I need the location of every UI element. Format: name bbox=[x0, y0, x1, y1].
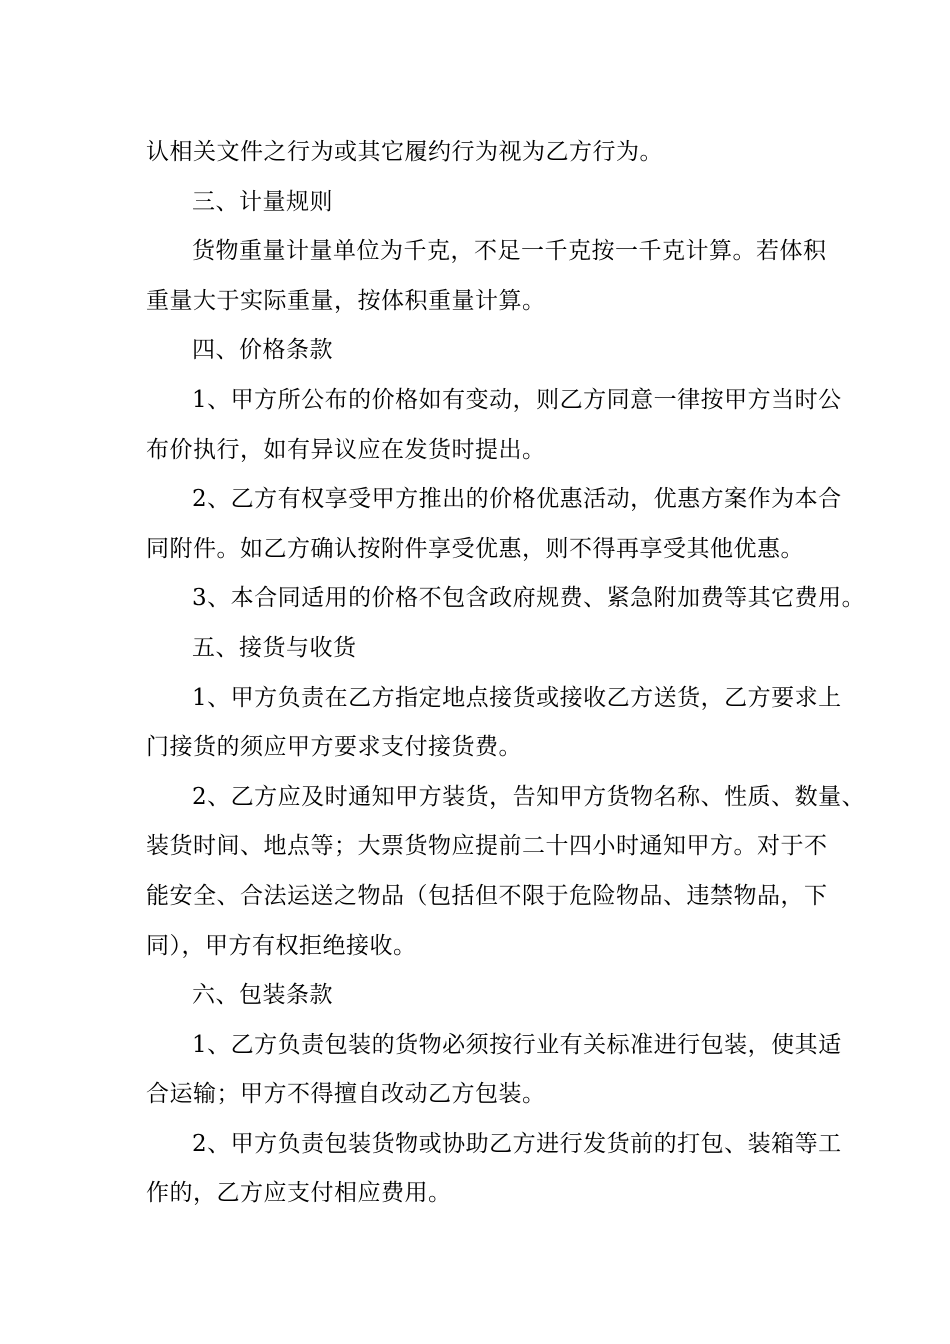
paragraph-line: 重量大于实际重量，按体积重量计算。 bbox=[146, 287, 546, 314]
paragraph-line: 2、乙方有权享受甲方推出的价格优惠活动，优惠方案作为本合 bbox=[192, 486, 842, 513]
paragraph-line: 货物重量计量单位为千克，不足一千克按一千克计算。若体积 bbox=[192, 238, 827, 265]
paragraph-line: 装货时间、地点等；大票货物应提前二十四小时通知甲方。对于不 bbox=[146, 833, 828, 860]
paragraph-line: 1、乙方负责包装的货物必须按行业有关标准进行包装，使其适 bbox=[192, 1031, 842, 1058]
paragraph-line: 同），甲方有权拒绝接收。 bbox=[146, 932, 417, 959]
paragraph-line: 1、甲方负责在乙方指定地点接货或接收乙方送货，乙方要求上 bbox=[192, 684, 842, 711]
paragraph-line: 同附件。如乙方确认按附件享受优惠，则不得再享受其他优惠。 bbox=[146, 535, 804, 562]
paragraph-line: 合运输；甲方不得擅自改动乙方包装。 bbox=[146, 1081, 546, 1108]
paragraph-line: 作的，乙方应支付相应费用。 bbox=[146, 1180, 452, 1207]
paragraph-line: 门接货的须应甲方要求支付接货费。 bbox=[146, 734, 522, 761]
document-body bbox=[146, 128, 866, 1219]
section-heading-measurement: 三、计量规则 bbox=[192, 188, 333, 215]
section-heading-packaging: 六、包装条款 bbox=[192, 982, 333, 1009]
paragraph-line: 能安全、合法运送之物品（包括但不限于危险物品、违禁物品，下 bbox=[146, 882, 828, 909]
paragraph-line: 1、甲方所公布的价格如有变动，则乙方同意一律按甲方当时公 bbox=[192, 386, 842, 413]
paragraph-line: 认相关文件之行为或其它履约行为视为乙方行为。 bbox=[146, 139, 663, 165]
paragraph-line: 布价执行，如有异议应在发货时提出。 bbox=[146, 436, 546, 463]
paragraph-line: 3、本合同适用的价格不包含政府规费、紧急附加费等其它费用。 bbox=[192, 585, 866, 612]
section-heading-pickup: 五、接货与收货 bbox=[192, 634, 357, 661]
section-heading-price: 四、价格条款 bbox=[192, 337, 333, 364]
paragraph-line: 2、乙方应及时通知甲方装货，告知甲方货物名称、性质、数量、 bbox=[192, 783, 866, 810]
paragraph-line: 2、甲方负责包装货物或协助乙方进行发货前的打包、装箱等工 bbox=[192, 1130, 842, 1157]
